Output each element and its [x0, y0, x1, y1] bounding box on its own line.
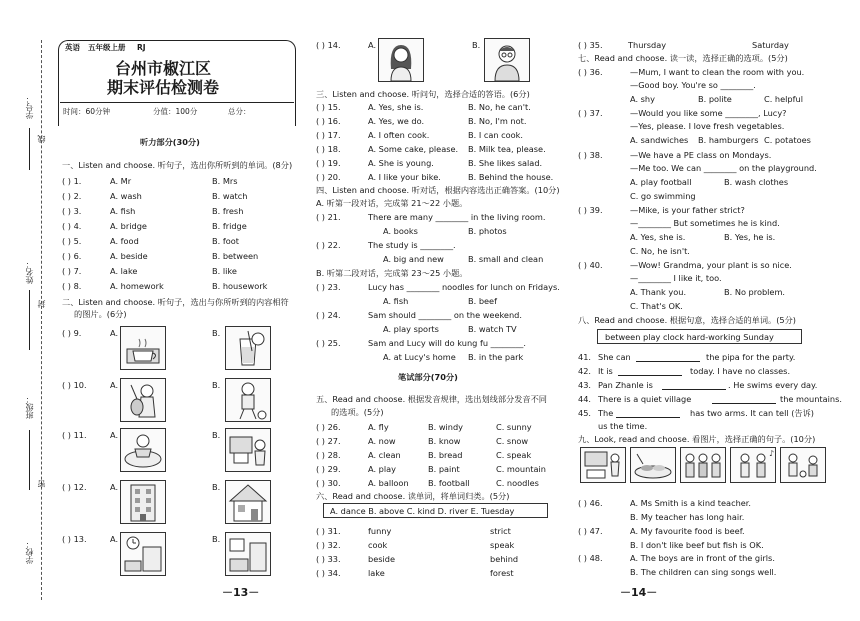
option-a: A. food: [110, 236, 139, 246]
q-number[interactable]: ( ) 21.: [316, 212, 341, 222]
question-text: Sam and Lucy will do kung fu ________.: [368, 338, 526, 348]
question-text: Sam should ________ on the weekend.: [368, 310, 522, 320]
option-b: B. housework: [212, 281, 268, 291]
word-right: speak: [490, 540, 515, 550]
q-number[interactable]: ( ) 32.: [316, 540, 341, 550]
q-number[interactable]: ( ) 24.: [316, 310, 341, 320]
sentence-end: . He swims every day.: [728, 380, 818, 390]
q-number[interactable]: ( ) 9.: [62, 328, 82, 338]
q-number[interactable]: ( ) 17.: [316, 130, 341, 140]
q-number[interactable]: ( ) 33.: [316, 554, 341, 564]
option-b: B. Mrs: [212, 176, 238, 186]
watch-tv-icon: [226, 429, 270, 471]
option-c: C. No, he isn't.: [630, 246, 690, 256]
class-label: 班级：: [25, 395, 34, 419]
option-a: A. play football: [630, 177, 692, 187]
option-b: B. in the park: [468, 352, 524, 362]
q-number[interactable]: ( ) 3.: [62, 206, 82, 216]
q-number[interactable]: ( ) 30.: [316, 478, 341, 488]
q-number[interactable]: ( ) 5.: [62, 236, 82, 246]
sentence-start: It is: [598, 366, 613, 376]
q-number[interactable]: ( ) 15.: [316, 102, 341, 112]
option-a: A.: [110, 482, 119, 492]
word-left: lake: [368, 568, 385, 578]
children-group-icon: [681, 448, 725, 482]
q-number[interactable]: ( ) 1.: [62, 176, 82, 186]
option-a: A. I often cook.: [368, 130, 430, 140]
header-divider: [60, 102, 294, 103]
q-number[interactable]: ( ) 7.: [62, 266, 82, 276]
subject-label: 英语: [65, 43, 80, 52]
option-b: B. Yes, he is.: [724, 232, 776, 242]
option-a: A.: [110, 534, 119, 544]
option-a: A. My favourite food is beef.: [630, 526, 745, 536]
option-a: A. balloon: [368, 478, 409, 488]
option-b: B.: [212, 380, 221, 390]
option-a: A. homework: [110, 281, 164, 291]
student-id-label: 学号：: [25, 95, 34, 119]
seal-char-seal: 封: [37, 300, 46, 308]
name-label: 姓名：: [25, 260, 34, 284]
q-number[interactable]: ( ) 8.: [62, 281, 82, 291]
tea-picture[interactable]: [120, 326, 166, 370]
q-number[interactable]: ( ) 16.: [316, 116, 341, 126]
option-a: A. The boys are in front of the girls.: [630, 553, 775, 563]
question-text: There are many ________ in the living room.: [368, 212, 546, 222]
q-number[interactable]: ( ) 19.: [316, 158, 341, 168]
sentence-end: today. I have no classes.: [690, 366, 791, 376]
seal-char-secret: 密: [37, 480, 46, 488]
dialogue-line-2: —________ But sometimes he is kind.: [630, 218, 780, 228]
q-number[interactable]: ( ) 34.: [316, 568, 341, 578]
option-b: B. football: [428, 478, 470, 488]
q-number[interactable]: ( ) 48.: [578, 553, 603, 563]
sentence-start: The: [598, 408, 614, 418]
wash-clothes-icon: [121, 429, 165, 471]
kids-singing-icon: [731, 448, 775, 482]
option-c: C. snow: [496, 436, 529, 446]
section1-title: 一、Listen and choose. 听句子，选出你所听到的单词。(8分): [62, 160, 293, 170]
q-number: 44.: [578, 394, 592, 404]
man-glasses-picture[interactable]: [484, 38, 530, 82]
answer-blank[interactable]: [636, 361, 700, 362]
edition-label: RJ: [137, 43, 146, 52]
option-a: A. Some cake, please.: [368, 144, 459, 154]
answer-blank[interactable]: [616, 417, 680, 418]
dialogue-line-1: —Mum, I want to clean the room with you.: [630, 67, 805, 77]
q-number[interactable]: ( ) 6.: [62, 251, 82, 261]
section8-title: 八、Read and choose. 根据句意，选择合适的单词。(5分): [578, 315, 796, 325]
option-a: A. sandwiches: [630, 135, 689, 145]
word-left: funny: [368, 526, 392, 536]
q-number[interactable]: ( ) 25.: [316, 338, 341, 348]
section9-title: 九、Look, read and choose. 看图片，选择正确的句子。(10分): [578, 434, 816, 444]
option-b: B. paint: [428, 464, 460, 474]
building-picture[interactable]: [120, 480, 166, 524]
q-number: 42.: [578, 366, 592, 376]
part-b-instruction: B. 听第二段对话，完成第 23～25 小题。: [316, 268, 468, 278]
q-number[interactable]: ( ) 29.: [316, 464, 341, 474]
option-a: A. Ms Smith is a kind teacher.: [630, 498, 752, 508]
option-a: A. lake: [110, 266, 138, 276]
juice-picture[interactable]: [225, 326, 271, 370]
option-b: B. wash clothes: [724, 177, 789, 187]
house-picture[interactable]: [225, 480, 271, 524]
option-b: B. know: [428, 436, 461, 446]
page-number: －13－: [222, 586, 260, 599]
word-left: beside: [368, 554, 396, 564]
option-b: B. Milk tea, please.: [468, 144, 546, 154]
section3-title: 三、Listen and choose. 听问句，选择合适的答语。(6分): [316, 89, 530, 99]
tv-picture[interactable]: [225, 428, 271, 472]
option-c: C. That's OK.: [630, 301, 683, 311]
option-b: B. No, I'm not.: [468, 116, 527, 126]
q-number[interactable]: ( ) 39.: [578, 205, 603, 215]
option-c: C. mountain: [496, 464, 546, 474]
q-number[interactable]: ( ) 35.: [578, 40, 603, 50]
class-blank[interactable]: [29, 430, 30, 490]
option-b: B.: [472, 40, 481, 50]
option-c: C. helpful: [764, 94, 803, 104]
option-a: A. Mr: [110, 176, 132, 186]
section2-title-cont: 的图片。(6分): [74, 309, 127, 319]
option-b: B.: [212, 482, 221, 492]
q-number[interactable]: ( ) 11.: [62, 430, 87, 440]
q-number[interactable]: ( ) 22.: [316, 240, 341, 250]
section7-title: 七、Read and choose. 读一读，选择正确的选项。(5分): [578, 53, 788, 63]
q-number[interactable]: ( ) 40.: [578, 260, 603, 270]
q-number[interactable]: ( ) 46.: [578, 498, 603, 508]
boy-playing-icon: [226, 379, 270, 421]
section6-title: 六、Read and choose. 读单词，将单词归类。(5分): [316, 491, 510, 501]
option-b: B. hamburgers: [698, 135, 759, 145]
q-number[interactable]: ( ) 28.: [316, 450, 341, 460]
option-a: A. wash: [110, 191, 142, 201]
word-right: forest: [490, 568, 514, 578]
option-a: A. I like your bike.: [368, 172, 441, 182]
option-b: B. She likes salad.: [468, 158, 543, 168]
option-b: B. I can cook.: [468, 130, 524, 140]
food-picture: [630, 447, 676, 483]
school-label: 学校：: [25, 540, 34, 564]
option-b: B. beef: [468, 296, 497, 306]
seal-char-line: 线: [37, 135, 46, 143]
option-b: B.: [212, 430, 221, 440]
teacher-board-icon: [581, 448, 625, 482]
q-number[interactable]: ( ) 36.: [578, 67, 603, 77]
sentence-start: She can: [598, 352, 631, 362]
answer-blank[interactable]: [662, 389, 726, 390]
option-b: B. The children can sing songs well.: [630, 567, 777, 577]
option-b: B.: [212, 534, 221, 544]
sports-picture[interactable]: [225, 378, 271, 422]
dialogue-line-1: —Would you like some ________, Lucy?: [630, 108, 787, 118]
name-blank[interactable]: [29, 290, 30, 350]
washing-picture[interactable]: [120, 428, 166, 472]
q-number[interactable]: ( ) 38.: [578, 150, 603, 160]
dialogue-line-2: —Me too. We can ________ on the playground.: [630, 163, 817, 173]
q-number[interactable]: ( ) 31.: [316, 526, 341, 536]
option-c: C. go swimming: [630, 191, 696, 201]
option-a: A. now: [368, 436, 396, 446]
q-number[interactable]: ( ) 12.: [62, 482, 87, 492]
section4-title: 四、Listen and choose. 听对话，根据内容选出正确答案。(10分): [316, 185, 560, 195]
long-hair-woman-picture[interactable]: [378, 38, 424, 82]
option-a: A. Thank you.: [630, 287, 687, 297]
tea-cup-icon: [121, 327, 165, 369]
option-c: C. noodles: [496, 478, 539, 488]
option-a: A.: [110, 380, 119, 390]
man-with-glasses-icon: [485, 39, 529, 81]
option-a: A. She is young.: [368, 158, 434, 168]
option-b: B.: [212, 328, 221, 338]
option-a: A. play sports: [383, 324, 439, 334]
option-a: A. clean: [368, 450, 401, 460]
q-number[interactable]: ( ) 26.: [316, 422, 341, 432]
exam-title: 期末评估检测卷: [107, 78, 220, 97]
juice-glass-icon: [226, 327, 270, 369]
total-score-field[interactable]: 总分：: [228, 107, 251, 116]
q-number[interactable]: ( ) 37.: [578, 108, 603, 118]
part-a-instruction: A. 听第一段对话，完成第 21～22 小题。: [316, 198, 468, 208]
option-b: B. foot: [212, 236, 239, 246]
option-c: C. speak: [496, 450, 532, 460]
question-text: Lucy has ________ noodles for lunch on Fridays.: [368, 282, 560, 292]
dialogue-line-1: —Wow! Grandma, your plant is so nice.: [630, 260, 792, 270]
option-b: B. bread: [428, 450, 463, 460]
option-a: A. Yes, she is.: [368, 102, 424, 112]
word-right: Saturday: [752, 40, 789, 50]
q-number[interactable]: ( ) 10.: [62, 380, 87, 390]
q-number: 43.: [578, 380, 592, 390]
option-a: A.: [110, 328, 119, 338]
option-b: B. My teacher has long hair.: [630, 512, 745, 522]
dialogue-line-1: —We have a PE class on Mondays.: [630, 150, 772, 160]
option-a: A. fly: [368, 422, 389, 432]
word-bank-text: between play clock hard-working Sunday: [605, 332, 774, 342]
singing-picture: [730, 447, 776, 483]
play-picture: [780, 447, 826, 483]
option-b: B. photos: [468, 226, 507, 236]
section5-title: 五、Read and choose. 根据发音规律，选出划线部分发音不同: [316, 394, 547, 404]
apartment-building-icon: [121, 481, 165, 523]
option-a: A. bridge: [110, 221, 147, 231]
word-bank-text: A. dance B. above C. kind D. river E. Tuesday: [330, 506, 515, 516]
q-number[interactable]: ( ) 20.: [316, 172, 341, 182]
option-b: B. watch TV: [468, 324, 517, 334]
sentence-start: Pan Zhanle is: [598, 380, 653, 390]
dialogue-line-2: —Good boy. You're so ________.: [630, 80, 756, 90]
q-number[interactable]: ( ) 4.: [62, 221, 82, 231]
sentence-start: There is a quiet village: [598, 394, 692, 404]
option-b: B. polite: [698, 94, 732, 104]
q-number[interactable]: ( ) 13.: [62, 534, 87, 544]
q-number: 41.: [578, 352, 592, 362]
option-b: B. Behind the house.: [468, 172, 554, 182]
q-number: 45.: [578, 408, 592, 418]
answer-blank[interactable]: [712, 403, 776, 404]
option-b: B. fresh: [212, 206, 244, 216]
q-number[interactable]: ( ) 23.: [316, 282, 341, 292]
classroom-picture: [580, 447, 626, 483]
q-number[interactable]: ( ) 2.: [62, 191, 82, 201]
listening-title: 听力部分(30分): [140, 137, 200, 147]
option-b: B. fridge: [212, 221, 247, 231]
sentence-end: the pipa for the party.: [706, 352, 796, 362]
kids-playing-icon: [781, 448, 825, 482]
option-b: B. between: [212, 251, 259, 261]
option-a: A. play: [368, 464, 396, 474]
food-plate-icon: [631, 448, 675, 482]
option-a: A. Yes, we do.: [368, 116, 425, 126]
q-number[interactable]: ( ) 47.: [578, 526, 603, 536]
girl-playing-pipa-icon: [121, 379, 165, 421]
option-b: B. No problem.: [724, 287, 786, 297]
option-a: A. books: [383, 226, 418, 236]
dialogue-line-1: —Mike, is your father strict?: [630, 205, 745, 215]
option-a: A. fish: [110, 206, 136, 216]
option-b: B. I don't like beef but fish is OK.: [630, 540, 764, 550]
grade-label: 五年级上册: [88, 43, 126, 52]
q-number[interactable]: ( ) 18.: [316, 144, 341, 154]
option-a: A.: [110, 430, 119, 440]
word-right: strict: [490, 526, 511, 536]
room-furniture-icon: [226, 533, 270, 575]
option-a: A. fish: [383, 296, 409, 306]
word-left: cook: [368, 540, 388, 550]
word-left: Thursday: [628, 40, 667, 50]
option-a: A. big and new: [383, 254, 444, 264]
option-b: B. windy: [428, 422, 464, 432]
sentence-end: has two arms. It can tell (告诉): [690, 408, 814, 418]
option-b: B. watch: [212, 191, 248, 201]
option-a: A. Yes, she is.: [630, 232, 686, 242]
dialogue-line-2: —________ I like it, too.: [630, 273, 722, 283]
page-number: －14－: [620, 586, 658, 599]
children-picture: [680, 447, 726, 483]
option-c: C. potatoes: [764, 135, 811, 145]
option-b: B. like: [212, 266, 237, 276]
option-a: A. at Lucy's home: [383, 352, 456, 362]
room-picture[interactable]: [225, 532, 271, 576]
q-number[interactable]: ( ) 14.: [316, 40, 341, 50]
binding-line: [41, 40, 42, 600]
exam-title-region: 台州市椒江区: [115, 59, 212, 78]
room-clock-picture[interactable]: [120, 532, 166, 576]
sentence-end: the mountains.: [780, 394, 842, 404]
answer-blank[interactable]: [618, 375, 682, 376]
pipa-picture[interactable]: [120, 378, 166, 422]
option-a: A.: [368, 40, 377, 50]
time-info: 时间：60分钟: [63, 107, 111, 116]
room-with-clock-icon: [121, 533, 165, 575]
sentence-cont: us the time.: [598, 421, 648, 431]
option-b: B. No, he can't.: [468, 102, 531, 112]
section5-title-cont: 的选项。(5分): [331, 407, 384, 417]
student-id-blank[interactable]: [29, 128, 30, 170]
dialogue-line-2: —Yes, please. I love fresh vegetables.: [630, 121, 785, 131]
option-b: B. small and clean: [468, 254, 544, 264]
svg-text:♪: ♪: [769, 449, 775, 458]
section2-title: 二、Listen and choose. 听句子，选出与你所听到的内容相符: [62, 297, 289, 307]
option-a: A. beside: [110, 251, 148, 261]
q-number[interactable]: ( ) 27.: [316, 436, 341, 446]
woman-long-hair-icon: [379, 39, 423, 81]
option-c: C. sunny: [496, 422, 532, 432]
house-icon: [226, 481, 270, 523]
score-info: 分值：100分: [153, 107, 198, 116]
option-a: A. shy: [630, 94, 655, 104]
word-right: behind: [490, 554, 519, 564]
written-title: 笔试部分(70分): [398, 372, 458, 382]
question-text: The study is ________.: [368, 240, 456, 250]
